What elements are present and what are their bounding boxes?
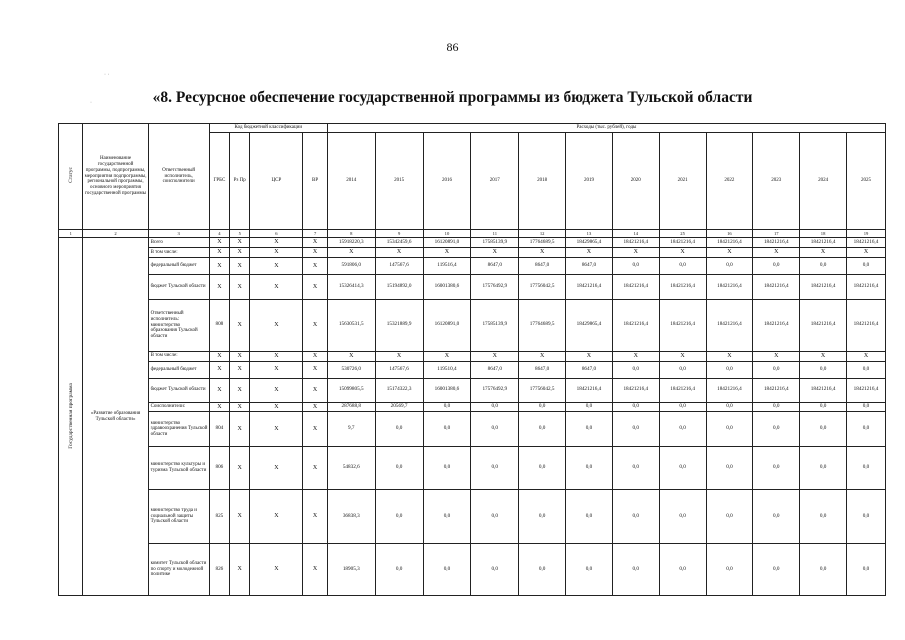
csr-cell: X xyxy=(250,300,303,352)
value-cell: 0,0 xyxy=(659,544,706,596)
row-label: федеральный бюджет xyxy=(148,361,209,378)
value-cell: 0,0 xyxy=(612,402,659,412)
table-row xyxy=(59,275,886,300)
value-cell: 0,0 xyxy=(753,446,800,489)
value-cell: X xyxy=(327,351,375,361)
value-cell: X xyxy=(471,248,519,258)
value-cell: 15630531,5 xyxy=(327,300,375,352)
grbs-cell: X xyxy=(209,257,229,274)
value-cell: 17585139,9 xyxy=(471,238,519,248)
value-cell: 0,0 xyxy=(753,412,800,447)
value-cell: 16001380,6 xyxy=(423,275,471,300)
row-label: министерство здравоохранения Тульской области xyxy=(148,412,209,447)
value-cell: 18421216,4 xyxy=(706,300,753,352)
program-status-text: Государственная программа xyxy=(67,382,74,449)
value-cell: 0,0 xyxy=(659,402,706,412)
value-cell: 0,0 xyxy=(471,402,519,412)
value-cell: X xyxy=(471,351,519,361)
rzpr-cell: X xyxy=(230,490,250,544)
rzpr-cell: X xyxy=(230,351,250,361)
rzpr-cell: X xyxy=(230,238,250,248)
value-cell: 147567,6 xyxy=(375,361,423,378)
program-name: «Развитие образования Тульской области» xyxy=(83,238,148,596)
value-cell: 8647,0 xyxy=(566,361,613,378)
csr-cell: X xyxy=(250,248,303,258)
value-cell: 0,0 xyxy=(753,402,800,412)
row-label: Ответственный исполнитель: министерство образования Тульской области xyxy=(148,300,209,352)
row-label: министерство труда и социальной защиты Тульской области xyxy=(148,490,209,544)
value-cell: 0,0 xyxy=(753,544,800,596)
value-cell: 8647,0 xyxy=(471,257,519,274)
value-cell: 0,0 xyxy=(612,446,659,489)
value-cell: 0,0 xyxy=(847,412,886,447)
value-cell: 0,0 xyxy=(566,544,613,596)
header-year: 2023 xyxy=(753,132,800,229)
value-cell: 0,0 xyxy=(847,402,886,412)
value-cell: 18905,3 xyxy=(327,544,375,596)
scan-speck: · xyxy=(90,100,92,106)
value-cell: 18421216,4 xyxy=(706,378,753,402)
value-cell: 0,0 xyxy=(706,412,753,447)
value-cell: 17756042,5 xyxy=(519,275,566,300)
row-label: комитет Тульской области по спорту и молодежной политике xyxy=(148,544,209,596)
value-cell: 0,0 xyxy=(566,402,613,412)
value-cell: 9,7 xyxy=(327,412,375,447)
value-cell: 0,0 xyxy=(471,446,519,489)
value-cell: 0,0 xyxy=(800,490,847,544)
value-cell: 0,0 xyxy=(423,412,471,447)
value-cell: 0,0 xyxy=(566,446,613,489)
value-cell: 18421216,4 xyxy=(612,378,659,402)
value-cell: 0,0 xyxy=(519,544,566,596)
value-cell: 0,0 xyxy=(375,412,423,447)
column-number: 13 xyxy=(566,229,613,238)
value-cell: 0,0 xyxy=(519,446,566,489)
table-row xyxy=(59,351,886,361)
vr-cell: X xyxy=(303,275,327,300)
value-cell: 54832,6 xyxy=(327,446,375,489)
value-cell: X xyxy=(847,351,886,361)
value-cell: 15326414,3 xyxy=(327,275,375,300)
csr-cell: X xyxy=(250,351,303,361)
value-cell: X xyxy=(327,248,375,258)
value-cell: 0,0 xyxy=(800,257,847,274)
value-cell: 530726,0 xyxy=(327,361,375,378)
value-cell: 0,0 xyxy=(659,361,706,378)
vr-cell: X xyxy=(303,446,327,489)
grbs-cell: 804 xyxy=(209,412,229,447)
row-label: бюджет Тульской области xyxy=(148,275,209,300)
value-cell: 0,0 xyxy=(375,544,423,596)
value-cell: 18421216,4 xyxy=(800,238,847,248)
value-cell: 17585139,9 xyxy=(471,300,519,352)
csr-cell: X xyxy=(250,544,303,596)
csr-cell: X xyxy=(250,238,303,248)
rzpr-cell: X xyxy=(230,275,250,300)
header-year: 2014 xyxy=(327,132,375,229)
vr-cell: X xyxy=(303,402,327,412)
value-cell: 0,0 xyxy=(753,361,800,378)
value-cell: 0,0 xyxy=(847,490,886,544)
value-cell: 8647,0 xyxy=(566,257,613,274)
grbs-cell: 825 xyxy=(209,490,229,544)
table-row xyxy=(59,248,886,258)
value-cell: 17764689,5 xyxy=(519,238,566,248)
column-number: 11 xyxy=(471,229,519,238)
grbs-cell: X xyxy=(209,378,229,402)
value-cell: 17576492,9 xyxy=(471,275,519,300)
value-cell: 18421216,4 xyxy=(800,300,847,352)
row-label: В том числе: xyxy=(148,248,209,258)
grbs-cell: X xyxy=(209,248,229,258)
value-cell: 119516,4 xyxy=(423,257,471,274)
value-cell: 0,0 xyxy=(375,446,423,489)
value-cell: 15174322,3 xyxy=(375,378,423,402)
column-number: 10 xyxy=(423,229,471,238)
value-cell: X xyxy=(423,248,471,258)
value-cell: 0,0 xyxy=(706,257,753,274)
table-row xyxy=(59,412,886,447)
csr-cell: X xyxy=(250,402,303,412)
rzpr-cell: X xyxy=(230,412,250,447)
value-cell: X xyxy=(753,248,800,258)
budget-table xyxy=(58,123,886,596)
csr-cell: X xyxy=(250,257,303,274)
header-year: 2024 xyxy=(800,132,847,229)
value-cell: 18421216,4 xyxy=(753,300,800,352)
vr-cell: X xyxy=(303,257,327,274)
csr-cell: X xyxy=(250,490,303,544)
value-cell: 0,0 xyxy=(800,544,847,596)
value-cell: 0,0 xyxy=(471,412,519,447)
value-cell: 18421216,4 xyxy=(612,300,659,352)
header-name: Наименование государственной программы, подпрограммы, мероприятия подпрограммы, региональной программы, основного мероприятия государственной программы xyxy=(83,124,148,230)
value-cell: 0,0 xyxy=(423,402,471,412)
header-year: 2017 xyxy=(471,132,519,229)
value-cell: 18421216,4 xyxy=(566,378,613,402)
header-budget-code: Код бюджетной классификации xyxy=(209,124,327,133)
column-number: 6 xyxy=(250,229,303,238)
row-label: В том числе: xyxy=(148,351,209,361)
header-year: 2022 xyxy=(706,132,753,229)
value-cell: 18421216,4 xyxy=(659,275,706,300)
value-cell: 18421216,4 xyxy=(659,300,706,352)
value-cell: 0,0 xyxy=(566,490,613,544)
value-cell: 0,0 xyxy=(847,544,886,596)
value-cell: 0,0 xyxy=(706,402,753,412)
value-cell: 8647,0 xyxy=(519,361,566,378)
vr-cell: X xyxy=(303,351,327,361)
value-cell: X xyxy=(706,248,753,258)
value-cell: X xyxy=(375,248,423,258)
table-row xyxy=(59,257,886,274)
value-cell: 0,0 xyxy=(423,544,471,596)
rzpr-cell: X xyxy=(230,248,250,258)
value-cell: 8647,0 xyxy=(471,361,519,378)
budget-table-container xyxy=(58,123,886,596)
value-cell: 0,0 xyxy=(612,257,659,274)
vr-cell: X xyxy=(303,490,327,544)
table-row xyxy=(59,300,886,352)
header-vr: ВР xyxy=(303,132,327,229)
grbs-cell: 808 xyxy=(209,300,229,352)
value-cell: 0,0 xyxy=(519,412,566,447)
value-cell: 0,0 xyxy=(706,446,753,489)
value-cell: 0,0 xyxy=(612,544,659,596)
value-cell: X xyxy=(800,248,847,258)
value-cell: 18421216,4 xyxy=(847,300,886,352)
value-cell: 0,0 xyxy=(706,490,753,544)
value-cell: 18421216,4 xyxy=(800,275,847,300)
vr-cell: X xyxy=(303,248,327,258)
value-cell: 16120891,0 xyxy=(423,238,471,248)
value-cell: 17764689,5 xyxy=(519,300,566,352)
value-cell: X xyxy=(375,351,423,361)
header-year: 2021 xyxy=(659,132,706,229)
column-number: 14 xyxy=(612,229,659,238)
value-cell: 17576492,9 xyxy=(471,378,519,402)
rzpr-cell: X xyxy=(230,300,250,352)
csr-cell: X xyxy=(250,275,303,300)
page-title: «8. Ресурсное обеспечение государственной программы из бюджета Тульской области xyxy=(152,89,753,106)
value-cell: 16001380,6 xyxy=(423,378,471,402)
header-executor: Ответственный исполнитель, соисполнители xyxy=(148,124,209,230)
value-cell: 18421216,4 xyxy=(847,378,886,402)
value-cell: 0,0 xyxy=(612,412,659,447)
value-cell: 18429865,4 xyxy=(566,300,613,352)
column-number-row xyxy=(59,229,886,238)
rzpr-cell: X xyxy=(230,257,250,274)
value-cell: 0,0 xyxy=(847,257,886,274)
column-number: 18 xyxy=(800,229,847,238)
value-cell: 0,0 xyxy=(847,446,886,489)
row-label: Всего xyxy=(148,238,209,248)
header-grbs: ГРБС xyxy=(209,132,229,229)
value-cell: 18421216,4 xyxy=(706,275,753,300)
value-cell: 18421216,4 xyxy=(753,275,800,300)
value-cell: 17756042,5 xyxy=(519,378,566,402)
value-cell: 0,0 xyxy=(800,361,847,378)
vr-cell: X xyxy=(303,361,327,378)
value-cell: 15099805,5 xyxy=(327,378,375,402)
row-label: министерство культуры и туризма Тульской области xyxy=(148,446,209,489)
csr-cell: X xyxy=(250,412,303,447)
column-number: 7 xyxy=(303,229,327,238)
value-cell: 18421216,4 xyxy=(659,238,706,248)
header-expenses: Расходы (тыс. рублей), годы xyxy=(327,124,885,133)
value-cell: 18421216,4 xyxy=(847,238,886,248)
header-year: 2019 xyxy=(566,132,613,229)
table-row xyxy=(59,238,886,248)
value-cell: 18429865,4 xyxy=(566,238,613,248)
column-number: 5 xyxy=(230,229,250,238)
value-cell: 18421216,4 xyxy=(753,238,800,248)
value-cell: X xyxy=(566,248,613,258)
value-cell: 0,0 xyxy=(375,490,423,544)
value-cell: 119510,4 xyxy=(423,361,471,378)
value-cell: X xyxy=(566,351,613,361)
value-cell: 18421216,4 xyxy=(753,378,800,402)
rzpr-cell: X xyxy=(230,361,250,378)
value-cell: 147567,6 xyxy=(375,257,423,274)
value-cell: 0,0 xyxy=(706,544,753,596)
column-number: 1 xyxy=(59,229,83,238)
value-cell: 18421216,4 xyxy=(659,378,706,402)
header-rzpr: Рз Пр xyxy=(230,132,250,229)
header-year: 2020 xyxy=(612,132,659,229)
csr-cell: X xyxy=(250,378,303,402)
header-year: 2016 xyxy=(423,132,471,229)
rzpr-cell: X xyxy=(230,446,250,489)
csr-cell: X xyxy=(250,446,303,489)
value-cell: 0,0 xyxy=(471,490,519,544)
value-cell: X xyxy=(753,351,800,361)
column-number: 2 xyxy=(83,229,148,238)
value-cell: 0,0 xyxy=(566,412,613,447)
value-cell: 15321889,9 xyxy=(375,300,423,352)
header-year: 2015 xyxy=(375,132,423,229)
value-cell: X xyxy=(612,351,659,361)
header-status: Статус xyxy=(59,124,83,230)
value-cell: 0,0 xyxy=(800,412,847,447)
value-cell: X xyxy=(423,351,471,361)
page-number: 86 xyxy=(446,40,459,54)
value-cell: 8647,0 xyxy=(519,257,566,274)
grbs-cell: X xyxy=(209,238,229,248)
value-cell: 18421216,4 xyxy=(847,275,886,300)
value-cell: 0,0 xyxy=(519,490,566,544)
value-cell: X xyxy=(612,248,659,258)
vr-cell: X xyxy=(303,544,327,596)
table-row xyxy=(59,490,886,544)
column-number: 8 xyxy=(327,229,375,238)
grbs-cell: 806 xyxy=(209,446,229,489)
grbs-cell: X xyxy=(209,361,229,378)
table-row xyxy=(59,361,886,378)
value-cell: 287688,8 xyxy=(327,402,375,412)
value-cell: 0,0 xyxy=(423,446,471,489)
vr-cell: X xyxy=(303,238,327,248)
value-cell: 15194892,0 xyxy=(375,275,423,300)
vr-cell: X xyxy=(303,300,327,352)
column-number: 25 xyxy=(659,229,706,238)
column-number: 9 xyxy=(375,229,423,238)
row-label: бюджет Тульской области xyxy=(148,378,209,402)
value-cell: X xyxy=(659,351,706,361)
header-year: 2025 xyxy=(847,132,886,229)
rzpr-cell: X xyxy=(230,544,250,596)
grbs-cell: X xyxy=(209,402,229,412)
table-row xyxy=(59,544,886,596)
value-cell: 0,0 xyxy=(423,490,471,544)
value-cell: 18421216,4 xyxy=(612,238,659,248)
value-cell: 0,0 xyxy=(800,446,847,489)
row-label: федеральный бюджет xyxy=(148,257,209,274)
value-cell: X xyxy=(847,248,886,258)
column-number: 19 xyxy=(847,229,886,238)
value-cell: X xyxy=(519,248,566,258)
value-cell: 16120891,0 xyxy=(423,300,471,352)
table-row xyxy=(59,402,886,412)
vr-cell: X xyxy=(303,378,327,402)
header-year: 2018 xyxy=(519,132,566,229)
value-cell: 0,0 xyxy=(659,257,706,274)
grbs-cell: X xyxy=(209,275,229,300)
value-cell: 0,0 xyxy=(753,490,800,544)
grbs-cell: X xyxy=(209,351,229,361)
value-cell: 15918220,3 xyxy=(327,238,375,248)
value-cell: 0,0 xyxy=(800,402,847,412)
value-cell: 0,0 xyxy=(659,446,706,489)
value-cell: X xyxy=(519,351,566,361)
column-number: 4 xyxy=(209,229,229,238)
value-cell: 18421216,4 xyxy=(566,275,613,300)
column-number: 3 xyxy=(148,229,209,238)
value-cell: 0,0 xyxy=(753,257,800,274)
value-cell: 18421216,4 xyxy=(706,238,753,248)
vr-cell: X xyxy=(303,412,327,447)
csr-cell: X xyxy=(250,361,303,378)
value-cell: 0,0 xyxy=(659,412,706,447)
value-cell: 18421216,4 xyxy=(800,378,847,402)
row-label: Соисполнители: xyxy=(148,402,209,412)
rzpr-cell: X xyxy=(230,378,250,402)
value-cell: 15342459,6 xyxy=(375,238,423,248)
value-cell: 18421216,4 xyxy=(612,275,659,300)
value-cell: 0,0 xyxy=(847,361,886,378)
grbs-cell: 826 xyxy=(209,544,229,596)
value-cell: 0,0 xyxy=(706,361,753,378)
value-cell: 0,0 xyxy=(612,361,659,378)
table-row xyxy=(59,378,886,402)
value-cell: X xyxy=(800,351,847,361)
value-cell: 0,0 xyxy=(519,402,566,412)
value-cell: 20569,7 xyxy=(375,402,423,412)
column-number: 12 xyxy=(519,229,566,238)
table-row xyxy=(59,446,886,489)
scan-speck: · · xyxy=(104,72,110,78)
value-cell: 591806,0 xyxy=(327,257,375,274)
header-csr: ЦСР xyxy=(250,132,303,229)
value-cell: X xyxy=(706,351,753,361)
value-cell: 0,0 xyxy=(659,490,706,544)
program-status xyxy=(59,238,83,596)
value-cell: 36838,3 xyxy=(327,490,375,544)
value-cell: 0,0 xyxy=(471,544,519,596)
value-cell: 0,0 xyxy=(612,490,659,544)
column-number: 17 xyxy=(753,229,800,238)
rzpr-cell: X xyxy=(230,402,250,412)
column-number: 16 xyxy=(706,229,753,238)
value-cell: X xyxy=(659,248,706,258)
